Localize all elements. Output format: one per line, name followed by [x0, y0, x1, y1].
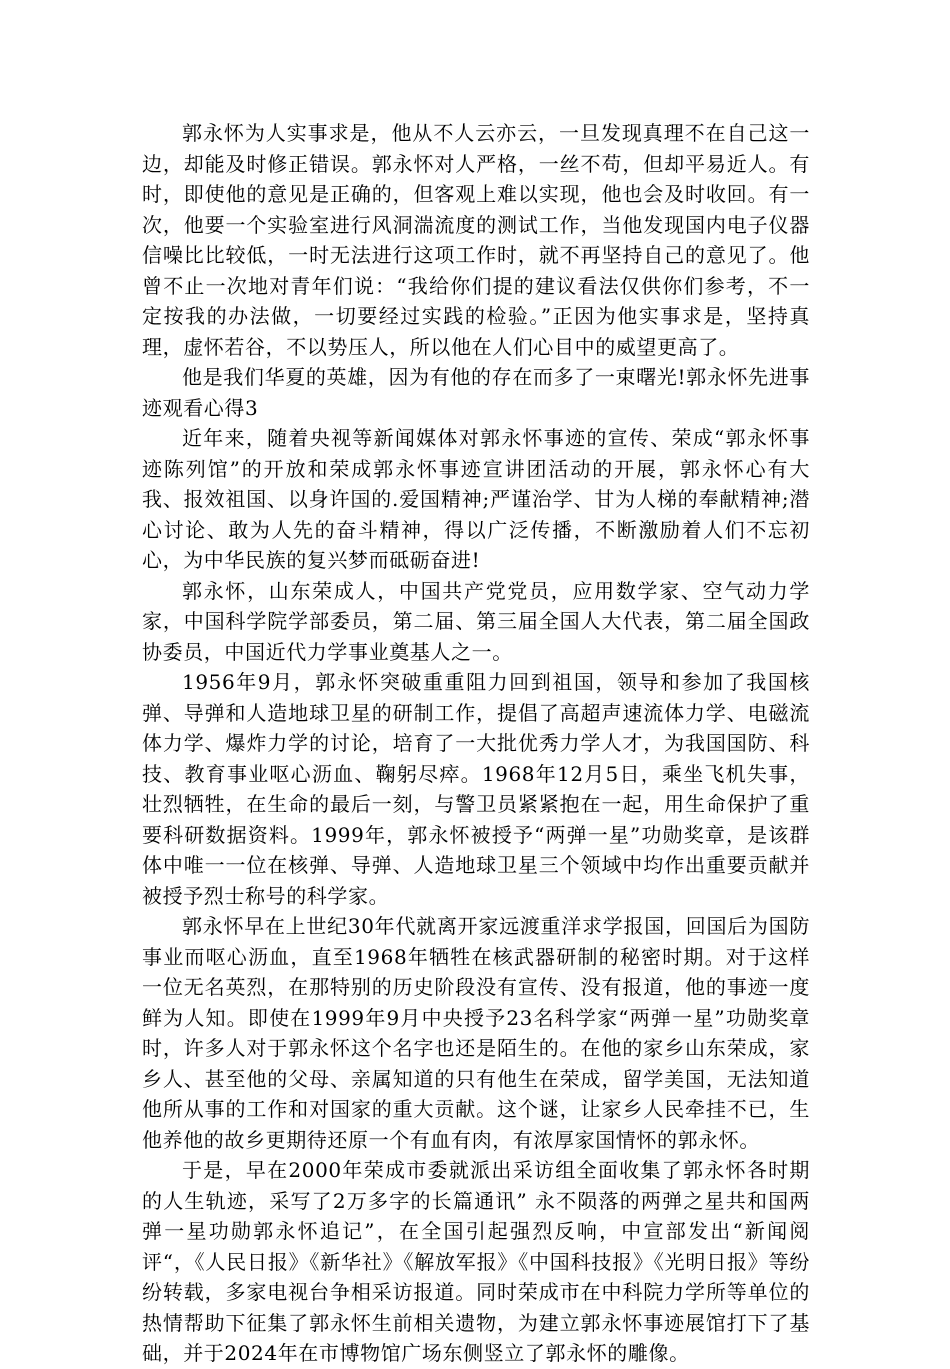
- paragraph: 近年来，随着央视等新闻媒体对郭永怀事迹的宣传、荣成“郭永怀事迹陈列馆”的开放和荣成郭永怀事迹宣讲团活动的开展，郭永怀心有大我、报效祖国、以身许国的.爱国精神;严谨治学、甘为人梯的奉献精神;潜心讨论、敢为人先的奋斗精神，得以广泛传播，不断激励着人们不忘初心，为中华民族的复兴梦而砥砺奋进!: [142, 426, 810, 572]
- paragraph: 郭永怀早在上世纪30年代就离开家远渡重洋求学报国，回国后为国防事业而呕心沥血，直至1968年牺牲在核武器研制的秘密时期。对于这样一位无名英烈，在那特别的历史阶段没有宣传、没有报道，他的事迹一度鲜为人知。即使在1999年9月中央授予23名科学家“两弹一星”功勋奖章时，许多人对于郭永怀这个名字也还是陌生的。在他的家乡山东荣成，家乡人、甚至他的父母、亲属知道的只有他生在荣成，留学美国，无法知道他所从事的工作和对国家的重大贡献。这个谜，让家乡人民牵挂不已，生他养他的故乡更期待还原一个有血有肉，有浓厚家国情怀的郭永怀。: [142, 914, 810, 1152]
- paragraph: 他是我们华夏的英雄，因为有他的存在而多了一束曙光!郭永怀先进事迹观看心得3: [142, 365, 810, 420]
- paragraph: 于是，早在2000年荣成市委就派出采访组全面收集了郭永怀各时期的人生轨迹，采写了2万多字的长篇通讯” 永不陨落的两弹之星共和国两弹一星功勋郭永怀追记”，在全国引起强烈反响，中宣部发出“新闻阅评“，《人民日报》《新华社》《解放军报》《中国科技报》《光明日报》等纷纷转载，多家电视台争相采访报道。同时荣成市在中科院力学所等单位的热情帮助下征集了郭永怀生前相关遗物，为建立郭永怀事迹展馆打下了基础，并于2024年在市博物馆广场东侧竖立了郭永怀的雕像。: [142, 1158, 810, 1365]
- paragraph: 1956年9月，郭永怀突破重重阻力回到祖国，领导和参加了我国核弹、导弹和人造地球卫星的研制工作，提倡了高超声速流体力学、电磁流体力学、爆炸力学的讨论，培育了一大批优秀力学人才，为我国国防、科技、教育事业呕心沥血、鞠躬尽瘁。1968年12月5日，乘坐飞机失事，壮烈牺牲，在生命的最后一刻，与警卫员紧紧抱在一起，用生命保护了重要科研数据资料。1999年，郭永怀被授予“两弹一星”功勋奖章，是该群体中唯一一位在核弹、导弹、人造地球卫星三个领域中均作出重要贡献并被授予烈士称号的科学家。: [142, 670, 810, 908]
- document-page: [142, 118, 810, 1369]
- paragraph: 郭永怀，山东荣成人，中国共产党党员，应用数学家、空气动力学家，中国科学院学部委员，第二届、第三届全国人大代表，第二届全国政协委员，中国近代力学事业奠基人之一。: [142, 578, 810, 664]
- paragraph: 郭永怀为人实事求是，他从不人云亦云，一旦发现真理不在自己这一边，却能及时修正错误。郭永怀对人严格，一丝不苟，但却平易近人。有时，即使他的意见是正确的，但客观上难以实现，他也会及时收回。有一次，他要一个实验室进行风洞湍流度的测试工作，当他发现国内电子仪器信噪比比较低，一时无法进行这项工作时，就不再坚持自己的意见了。他曾不止一次地对青年们说：“我给你们提的建议看法仅供你们参考，不一定按我的办法做，一切要经过实践的检验。”正因为他实事求是，坚持真理，虚怀若谷，不以势压人，所以他在人们心目中的威望更高了。: [142, 121, 810, 359]
